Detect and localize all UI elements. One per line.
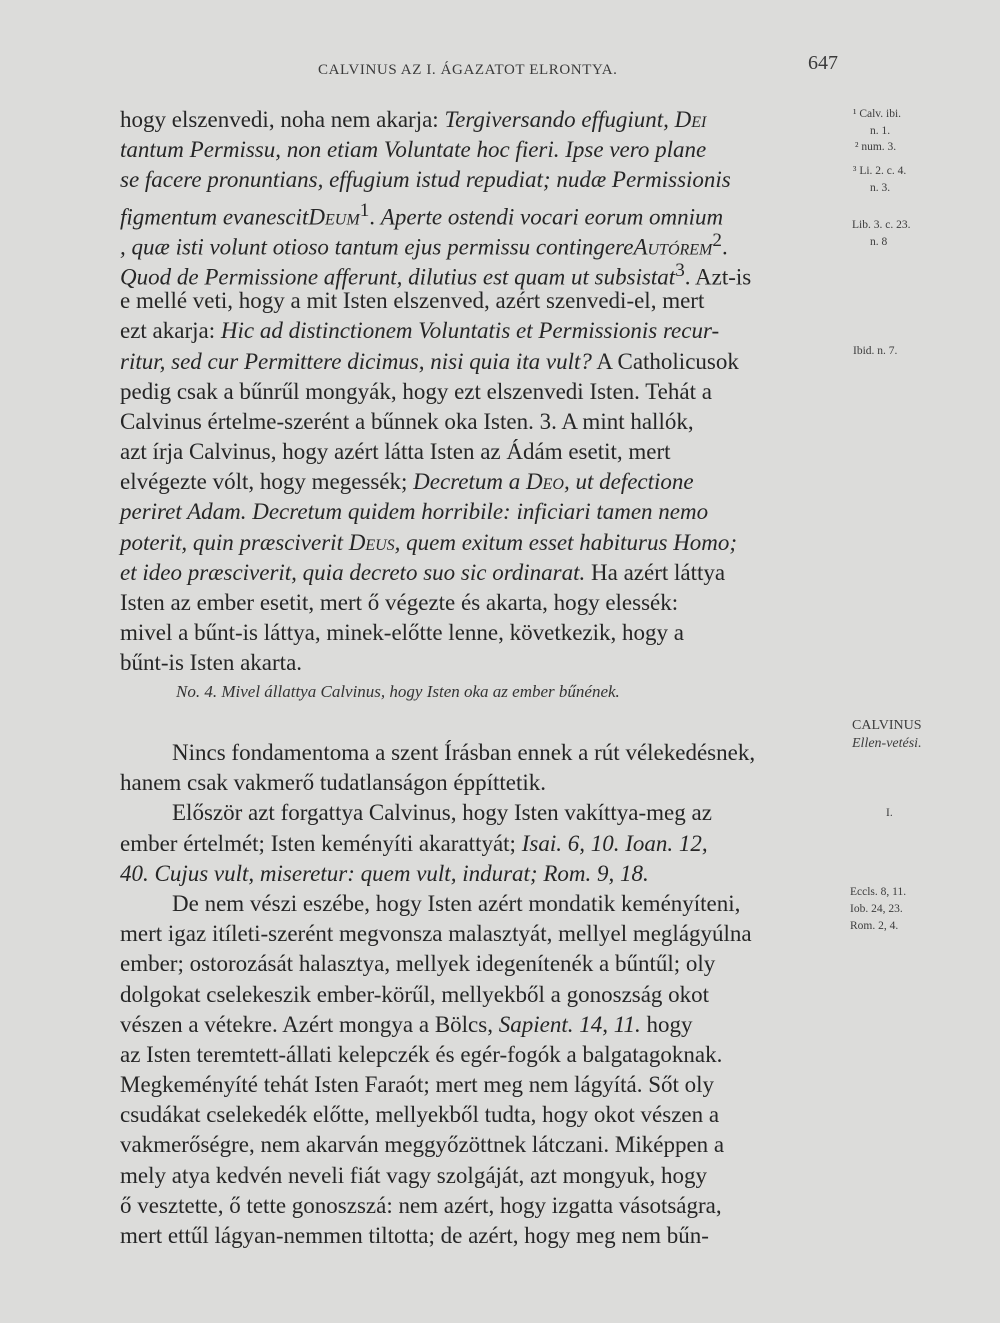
text-run: , quæ isti volunt otioso tantum ejus permissu contingere <box>120 234 634 260</box>
text-line <box>120 1070 845 1100</box>
text-run: Deus <box>348 529 395 555</box>
text-run: Nincs fondamentoma a szent Írásban ennek a rút vélekedésnek, <box>172 740 756 765</box>
text-line <box>120 588 845 618</box>
text-run: A Catholicusok <box>591 348 739 374</box>
text-line <box>120 738 845 768</box>
section-heading: No. 4. Mivel állattya Calvinus, hogy Isten oka az ember bűnének. <box>176 682 620 701</box>
text-run: ő vesztette, ő tette gonoszszá: nem azért, hogy izgatta vásotságra, <box>120 1192 722 1218</box>
text-line <box>120 1100 845 1130</box>
text-line <box>120 135 845 165</box>
text-line <box>120 829 845 859</box>
text-run: mert ettűl lágyan-nemmen tiltotta; de azért, hogy meg nem bűn- <box>120 1223 709 1248</box>
text-line <box>120 618 845 648</box>
text-line <box>120 949 845 979</box>
text-run: figmentum evanescit <box>120 204 309 230</box>
body-paragraph-2 <box>120 738 845 1251</box>
text-run: se facere pronuntians, effugium istud repudiat; nudæ Permissionis <box>120 167 731 193</box>
text-line <box>120 407 845 437</box>
text-run: pedig csak a bűnrűl mongyák, hogy ezt elszenvedi Isten. Tehát a <box>120 378 712 404</box>
text-run: Autórem <box>633 234 713 260</box>
text-run: Először azt forgattya Calvinus, hogy Isten vakíttya-meg az <box>172 800 712 826</box>
text-run: , ut defectione <box>563 469 694 495</box>
text-run: Calvinus értelme-szerént a bűnnek oka Isten. 3. A mint hallók, <box>120 408 694 434</box>
text-line <box>120 798 845 828</box>
margin-note: Rom. 2, 4. <box>850 920 899 932</box>
text-run: periret Adam. Decretum quidem horribile: inficiari tamen nemo <box>120 499 709 525</box>
text-run: ritur, sed cur Permittere dicimus, nisi quia ita vult? <box>120 348 592 374</box>
text-run: 40. Cujus vult, miseretur: quem vult, indurat; Rom. 9, 18. <box>120 860 649 886</box>
text-run: az Isten teremtett-állati kelepczék és egér-fogók a balgatagoknak. <box>120 1041 723 1067</box>
text-line <box>120 256 845 290</box>
margin-note: Eccls. 8, 11. <box>850 886 907 898</box>
text-run: Sapient. 14, 11. <box>498 1011 641 1037</box>
text-run: vakmerőségre, nem akarván meggyőzöttnek látczani. Miképpen a <box>120 1132 725 1158</box>
text-run: , quem exitum esset habiturus Homo; <box>394 529 738 555</box>
margin-note: Lib. 3. c. 23. <box>852 219 911 231</box>
text-run: Decretum a <box>413 469 527 495</box>
text-line <box>120 467 845 497</box>
text-line <box>120 859 845 889</box>
text-run: Deum <box>308 204 360 230</box>
text-line <box>120 528 845 558</box>
text-line <box>120 889 845 919</box>
text-run: hanem csak vakmerő tudatlanságon éppíttetik. <box>120 770 547 796</box>
text-line <box>120 919 845 949</box>
text-run: elvégezte vólt, hogy megessék; <box>120 469 414 495</box>
text-line <box>120 316 845 346</box>
text-run: Quod de Permissione afferunt, dilutius est quam ut subsistat <box>120 264 676 290</box>
text-line <box>120 226 845 260</box>
text-line <box>120 1040 845 1070</box>
text-line <box>120 286 845 316</box>
text-run: csudákat cselekedék előtte, mellyekből tudta, hogy okot vészen a <box>120 1102 720 1128</box>
text-run: . <box>721 234 728 260</box>
text-run: hogy elszenvedi, noha nem akarja: <box>120 107 445 132</box>
text-run: Megkeményíté tehát Isten Faraót; mert meg nem lágyítá. Sőt oly <box>120 1072 715 1098</box>
text-run: . <box>369 204 381 230</box>
text-run: ember értelmét; Isten keményíti akarattyát; <box>120 830 522 856</box>
margin-note: ² num. 3. <box>855 141 897 153</box>
text-line <box>120 1130 845 1160</box>
text-run: poterit, quin præsciverit <box>120 529 349 555</box>
text-run: . Azt-is <box>684 264 752 290</box>
text-run: 1 <box>359 199 370 221</box>
text-line <box>120 1010 845 1040</box>
text-run: Dei <box>674 107 707 132</box>
text-run: Tergiversando effugiunt, <box>444 107 675 132</box>
margin-note: Ibid. n. 7. <box>853 345 898 357</box>
text-line <box>120 1221 845 1251</box>
text-run: Aperte ostendi <box>380 204 521 230</box>
text-run: De nem vészi eszébe, hogy Isten azért mondatik keményíteni, <box>172 890 741 916</box>
text-run: vészen a vétekre. Azért mongya a Bölcs, <box>120 1011 499 1037</box>
text-run: 3 <box>675 259 685 281</box>
text-line <box>120 196 845 230</box>
margin-note: n. 3. <box>870 182 891 194</box>
text-run: hogy <box>640 1011 693 1037</box>
text-line <box>120 437 845 467</box>
text-line <box>120 347 845 377</box>
margin-note: CALVINUS <box>852 718 922 733</box>
margin-note: ³ Li. 2. c. 4. <box>853 165 907 177</box>
text-run: mivel a bűnt-is láttya, minek-előtte lenne, következik, hogy a <box>120 620 684 646</box>
margin-note: I. <box>886 807 893 819</box>
text-line <box>120 558 845 588</box>
margin-note: ¹ Calv. ibi. <box>853 108 902 120</box>
text-run: e mellé veti, hogy a mit Isten elszenved, azért szenvedi-el, mert <box>120 288 705 314</box>
text-run: ember; ostorozását halasztya, mellyek idegenítenék a bűntűl; oly <box>120 951 716 977</box>
margin-note: Iob. 24, 23. <box>850 903 903 915</box>
text-run: tantum Permissu, non etiam Voluntate hoc fieri. Ipse vero plane <box>120 137 707 163</box>
running-header: CALVINUS AZ I. ÁGAZATOT ELRONTYA. <box>318 62 618 78</box>
margin-note: n. 1. <box>870 125 891 137</box>
text-line <box>120 165 845 195</box>
text-run: Hic ad distinctionem Voluntatis et Permissionis recur- <box>220 318 720 344</box>
margin-note: Ellen-vetési. <box>852 736 922 751</box>
text-run: Isai. 6, 10. Ioan. 12, <box>521 830 708 856</box>
text-line <box>120 1191 845 1221</box>
text-run: Ha azért láttya <box>585 559 726 585</box>
body-paragraph-1 <box>120 105 845 679</box>
text-run: 2 <box>712 229 722 251</box>
text-run: ezt akarja: <box>120 318 221 344</box>
page-number: 647 <box>808 52 838 74</box>
text-run: bűnt-is Isten akarta. <box>120 650 303 676</box>
text-run: Isten az ember esetit, mert ő végezte és akarta, hogy elessék: <box>120 590 679 615</box>
text-line <box>120 648 845 678</box>
text-run: et ideo præsciverit, quia decreto suo sic ordinarat. <box>120 559 586 585</box>
text-run: mert igaz itíleti-szerént megvonsza malasztyát, mellyel meglágyúlna <box>120 921 752 947</box>
text-run: mely atya kedvén neveli fiát vagy szolgáját, azt mongyuk, hogy <box>120 1162 707 1188</box>
text-run: Deo <box>526 469 564 495</box>
text-line <box>120 980 845 1010</box>
text-line <box>120 497 845 527</box>
text-run: azt írja Calvinus, hogy azért látta Isten az Ádám esetit, mert <box>120 439 671 465</box>
text-line <box>120 768 845 798</box>
text-line <box>120 377 845 407</box>
text-line <box>120 105 845 135</box>
margin-note: n. 8 <box>870 236 888 248</box>
text-line <box>120 1161 845 1191</box>
text-run: dolgokat cselekeszik ember-körűl, mellyekből a gonoszság okot <box>120 981 710 1007</box>
text-run: vocari eorum omnium <box>520 204 724 230</box>
